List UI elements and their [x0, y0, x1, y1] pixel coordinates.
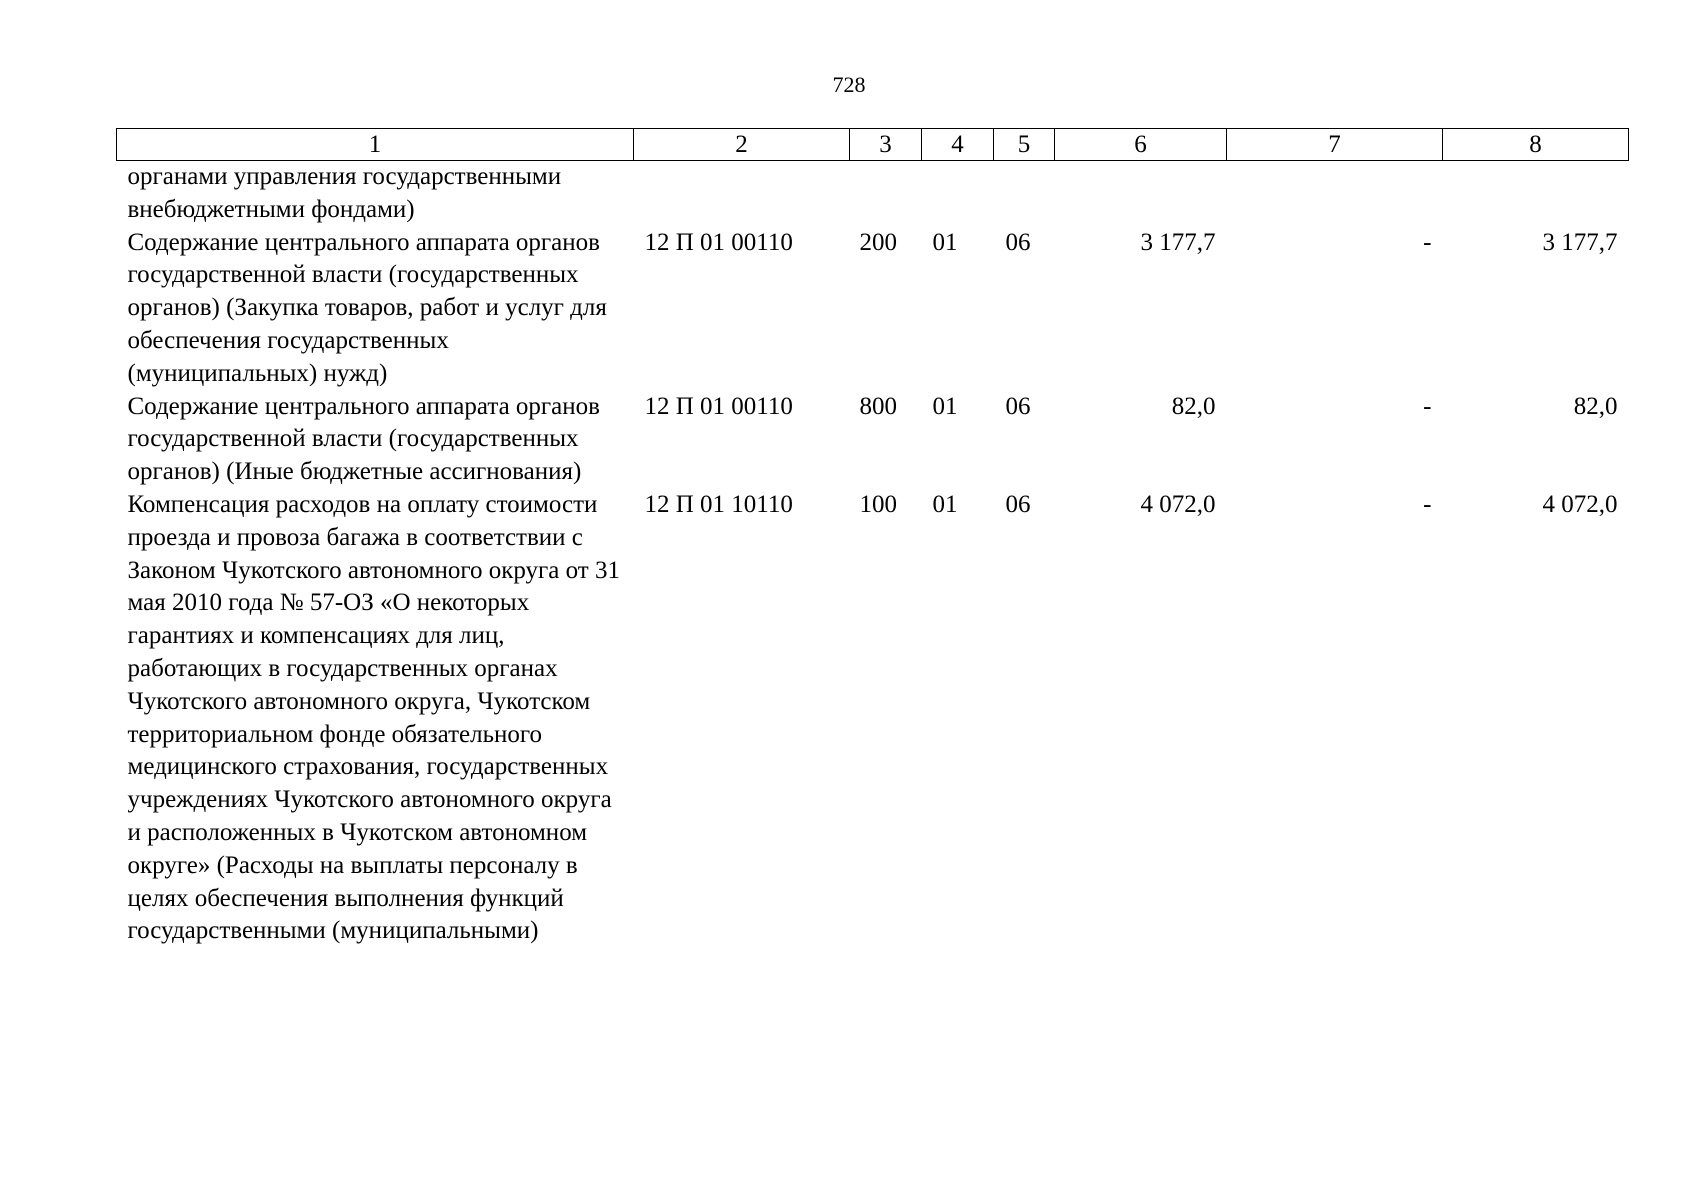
- row-amount-col6: 3 177,7: [1140, 228, 1216, 256]
- header-col-2: 2: [634, 129, 850, 161]
- row-subsection: 06: [1005, 228, 1031, 256]
- row-amount-col8: [1443, 161, 1629, 227]
- table-row: [117, 161, 1629, 227]
- row-subsection: 06: [1005, 392, 1031, 420]
- row-section: [922, 161, 994, 227]
- table-row: [117, 489, 1629, 948]
- row-amount-col7: [1227, 161, 1443, 227]
- table-row: [117, 227, 1629, 391]
- budget-table-container: [116, 128, 1628, 948]
- row-target-article: 12 П 01 00110: [644, 392, 793, 420]
- header-row: [117, 129, 1629, 161]
- table-body: [117, 161, 1629, 949]
- row-amount-col8: 3 177,7: [1542, 228, 1618, 256]
- row-expense-type: [850, 161, 922, 227]
- row-amount-col6: 4 072,0: [1140, 490, 1216, 518]
- header-col-6: 6: [1055, 129, 1227, 161]
- row-section: 01: [932, 392, 958, 420]
- row-target-article: [634, 161, 850, 227]
- row-amount-col7: -: [1423, 490, 1432, 518]
- row-subsection: 06: [1005, 490, 1031, 518]
- row-amount-col7: -: [1423, 228, 1432, 256]
- row-expense-type: 100: [859, 490, 897, 518]
- header-col-8: 8: [1443, 129, 1629, 161]
- row-section: 01: [932, 228, 958, 256]
- row-target-article: 12 П 01 00110: [644, 228, 793, 256]
- table-row: [117, 391, 1629, 489]
- header-col-4: 4: [922, 129, 994, 161]
- row-amount-col8: 4 072,0: [1542, 490, 1618, 518]
- row-expense-type: 200: [859, 228, 897, 256]
- row-amount-col6: [1055, 161, 1227, 227]
- header-col-7: 7: [1227, 129, 1443, 161]
- header-col-1: 1: [117, 129, 634, 161]
- row-name: органами управления государственными внебюджетными фондами): [127, 163, 562, 223]
- page-number: 728: [832, 72, 866, 97]
- row-expense-type: 800: [859, 392, 897, 420]
- row-amount-col8: 82,0: [1573, 392, 1618, 420]
- row-name: Содержание центрального аппарата органов государственной власти (государственных органов) (Закупка товаров, работ и услуг для обеспечения государственных (муниципальных) нужд): [127, 228, 607, 387]
- table-header: [117, 129, 1629, 161]
- row-target-article: 12 П 01 10110: [644, 490, 793, 518]
- row-name: Компенсация расходов на оплату стоимости проезда и провоза багажа в соответствии с Законом Чукотского автономного округа от 31 мая 2010 года № 57-ОЗ «О некоторых гарантиях и компенсациях для лиц, работающих в государственных органах Чукотского автономного округа, Чукотском территориальном фонде обязательного медицинского страхования, государственных учреждениях Чукотского автономного округа и расположенных в Чукотском автономном округе» (Расходы на выплаты персоналу в целях обеспечения выполнения функций государственными (муниципальными): [127, 490, 620, 945]
- row-name: Содержание центрального аппарата органов государственной власти (государственных органов) (Иные бюджетные ассигнования): [127, 392, 600, 486]
- budget-table: [116, 128, 1629, 948]
- row-amount-col6: 82,0: [1171, 392, 1216, 420]
- header-col-5: 5: [994, 129, 1055, 161]
- row-section: 01: [932, 490, 958, 518]
- row-subsection: [994, 161, 1055, 227]
- row-amount-col7: -: [1423, 392, 1432, 420]
- header-col-3: 3: [850, 129, 922, 161]
